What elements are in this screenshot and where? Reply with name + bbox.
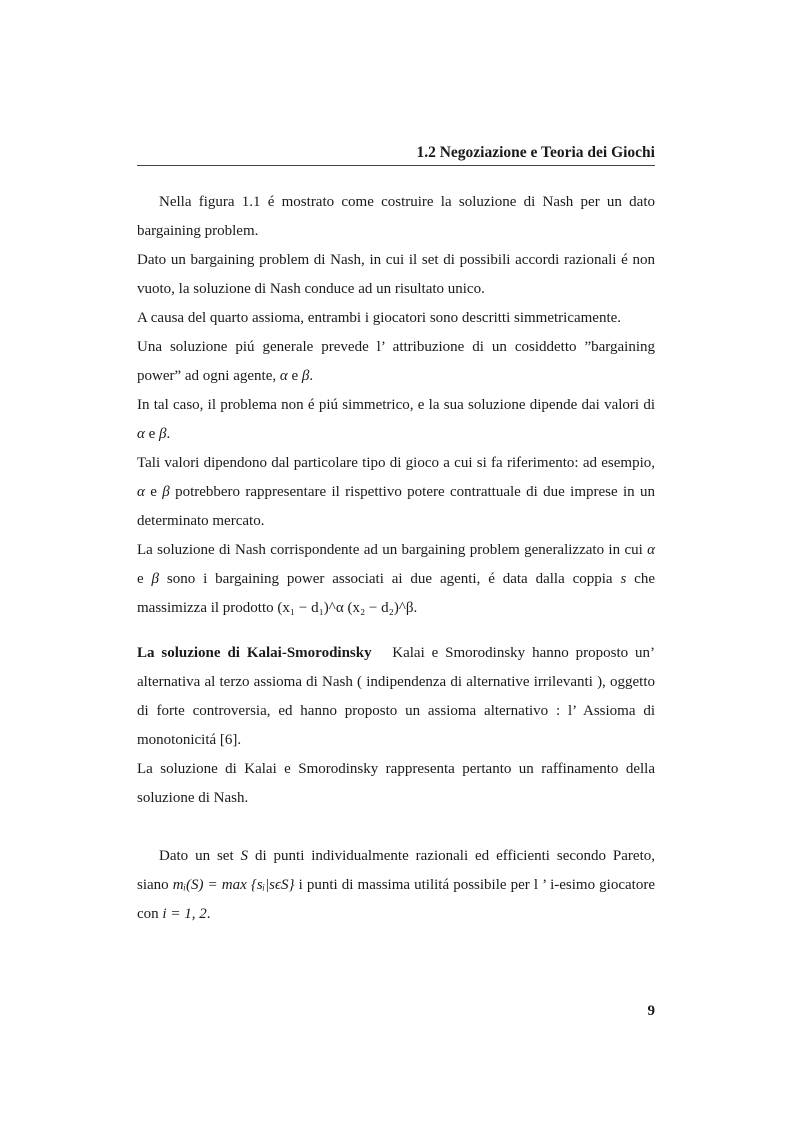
paragraph-7-text-b: sono i bargaining power associati ai due agenti, é data dalla coppia (159, 571, 621, 587)
math-beta: β (151, 571, 160, 587)
math-beta: β (159, 426, 167, 442)
math-S: S (240, 848, 249, 864)
paragraph-9: La soluzione di Kalai e Smorodinsky rappresenta pertanto un raffinamento della soluzione di Nash. (137, 761, 655, 806)
period: . (309, 368, 314, 384)
paragraph-6-text-b: potrebbero rappresentare il rispettivo potere contrattuale di due imprese in un determinato mercato. (137, 484, 655, 529)
paragraph-7 (137, 536, 655, 623)
i-values: i = 1, 2 (162, 906, 207, 922)
page-number: 9 (647, 1003, 655, 1019)
running-header: 1.2 Negoziazione e Teoria dei Giochi (416, 144, 655, 161)
product-formula: (x₁ − d₁)^α (x₂ − d₂)^β (277, 600, 414, 616)
paragraph-6 (137, 449, 655, 536)
paragraph-6-text-a: Tali valori dipendono dal particolare tipo di gioco a cui si fa riferimento: ad esempio, (137, 455, 655, 471)
period: . (413, 600, 418, 616)
paragraph-5-text: In tal caso, il problema non é piú simmetrico, e la sua soluzione dipende dai valori di (137, 397, 655, 413)
conjunction: e (144, 426, 160, 442)
kalai-text: Kalai e Smorodinsky hanno proposto un’ alternativa al terzo assioma di Nash ( indipendenza di alternative irrilevanti ), oggetto di forte controversia, ed hanno proposto un assioma alternativo : l’ Assioma di monotonicitá [6]. (137, 645, 655, 748)
paragraph-2: Dato un bargaining problem di Nash, in cui il set di possibili accordi razionali é non vuoto, la soluzione di Nash conduce ad un risultato unico. (137, 252, 655, 297)
header-rule (137, 165, 655, 166)
paragraph-4-text: Una soluzione piú generale prevede l’ attribuzione di un cosiddetto ”bargaining power” ad ogni agente, (137, 339, 655, 384)
math-beta: β (301, 368, 310, 384)
conjunction: e (144, 484, 163, 500)
math-beta: β (162, 484, 170, 500)
paragraph-10 (137, 842, 655, 929)
page-body (137, 188, 655, 929)
kalai-section-title: La soluzione di Kalai-Smorodinsky (137, 645, 372, 661)
paragraph-4 (137, 333, 655, 391)
conjunction: e (287, 368, 302, 384)
kalai-paragraph (137, 639, 655, 755)
paragraph-7-text-c: che massimizza il prodotto (137, 571, 655, 616)
paragraph-7-text-a: La soluzione di Nash corrispondente ad un bargaining problem generalizzato in cui (137, 542, 648, 558)
math-alpha: α (279, 368, 288, 384)
paragraph-10-text-b: di punti individualmente razionali ed efficienti secondo Pareto, siano (137, 848, 655, 893)
conjunction: e (137, 571, 152, 587)
math-alpha: α (137, 484, 145, 500)
paragraph-10-text-a: Dato un set (159, 848, 241, 864)
math-alpha: α (137, 426, 145, 442)
paragraph-10-text-c: i punti di massima utilitá possibile per l ’ i-esimo giocatore con (137, 877, 655, 922)
spacer (137, 813, 655, 842)
paragraph-1: Nella figura 1.1 é mostrato come costruire la soluzione di Nash per un dato bargaining problem. (137, 194, 655, 239)
period: . (206, 906, 211, 922)
math-s: s (620, 571, 627, 587)
math-alpha: α (647, 542, 655, 558)
paragraph-5 (137, 391, 655, 449)
mi-formula: mᵢ(S) = max {sᵢ|sϵS} (172, 877, 295, 893)
paragraph-3: A causa del quarto assioma, entrambi i giocatori sono descritti simmetricamente. (137, 310, 622, 326)
spacer (137, 623, 655, 639)
period: . (166, 426, 171, 442)
